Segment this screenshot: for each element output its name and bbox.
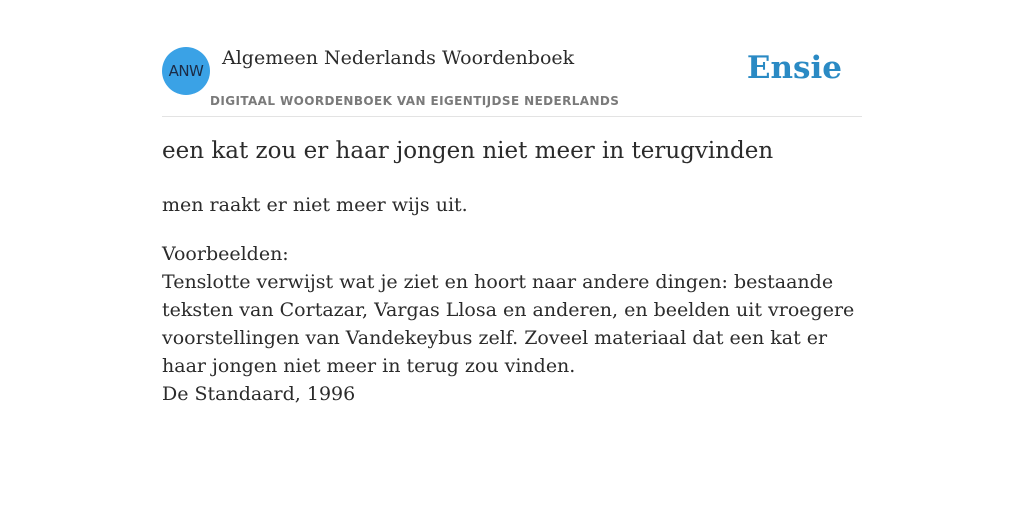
entry-term: een kat zou er haar jongen niet meer in terugvinden [162, 138, 774, 164]
entry-definition: men raakt er niet meer wijs uit. [162, 194, 468, 216]
site-header [162, 44, 862, 117]
anw-logo[interactable]: ANW [162, 47, 210, 95]
site-subtitle: DIGITAAL WOORDENBOEK VAN EIGENTIJDSE NEDERLANDS [210, 94, 620, 108]
ensie-logo[interactable]: Ensie [746, 50, 842, 86]
example-text: Tenslotte verwijst wat je ziet en hoort naar andere dingen: bestaande teksten van Cortazar, Vargas Llosa en anderen, en beelden uit vroegere voorstellingen van Vandekeybus zelf. Zoveel materiaal dat een kat er haar jongen niet meer in terug zou vinden. [162, 271, 855, 377]
examples-section [162, 240, 867, 408]
examples-label: Voorbeelden: [162, 243, 289, 265]
example-source: De Standaard, 1996 [162, 383, 356, 405]
site-title[interactable]: Algemeen Nederlands Woordenboek [222, 47, 575, 69]
